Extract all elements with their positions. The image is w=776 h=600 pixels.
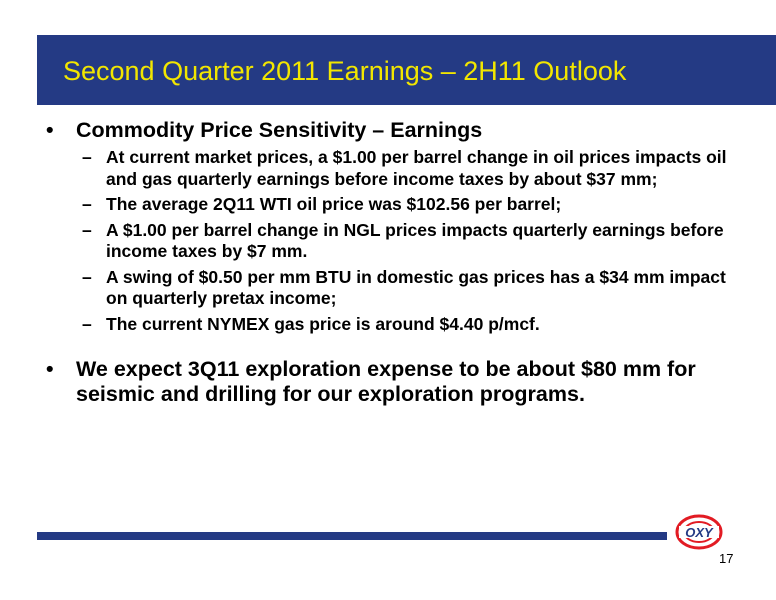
sub-bullet-list xyxy=(46,147,746,335)
oxy-logo xyxy=(673,513,725,553)
sub-bullet-item xyxy=(46,220,746,263)
sub-bullet-item xyxy=(46,194,746,216)
title-bar xyxy=(37,35,776,105)
sub-bullet-item xyxy=(46,267,746,310)
sub-bullet-marker: – xyxy=(82,194,92,214)
sub-bullet-text: The average 2Q11 WTI oil price was $102.56 per barrel; xyxy=(106,194,562,214)
bullet-text: Commodity Price Sensitivity – Earnings xyxy=(76,118,483,142)
sub-bullet-text: The current NYMEX gas price is around $4.40 p/mcf. xyxy=(106,313,540,334)
slide-content xyxy=(46,118,746,407)
sub-bullet-marker: – xyxy=(82,266,92,287)
bullet-item xyxy=(46,118,746,143)
sub-bullet-marker: – xyxy=(82,147,92,167)
sub-bullet-text: A swing of $0.50 per mm BTU in domestic gas prices has a $34 mm impact on quarterly pretax income; xyxy=(106,266,726,308)
bullet-item xyxy=(46,357,746,407)
sub-bullet-text: A $1.00 per barrel change in NGL prices impacts quarterly earnings before income taxes by $7 mm. xyxy=(106,219,724,261)
footer-bar xyxy=(37,532,667,540)
logo-text: OXY xyxy=(685,525,713,540)
sub-bullet-item xyxy=(46,314,746,336)
bullet-marker: • xyxy=(46,118,54,142)
sub-bullet-item xyxy=(46,147,746,190)
sub-bullet-text: At current market prices, a $1.00 per barrel change in oil prices impacts oil and gas quarterly earnings before income taxes by about $37 mm; xyxy=(106,147,727,189)
bullet-text: We expect 3Q11 exploration expense to be about $80 mm for seismic and drilling for our exploration programs. xyxy=(76,357,696,406)
sub-bullet-marker: – xyxy=(82,313,92,334)
bullet-marker: • xyxy=(46,357,54,381)
page-number: 17 xyxy=(719,551,734,566)
slide-title: Second Quarter 2011 Earnings – 2H11 Outlook xyxy=(63,56,627,86)
sub-bullet-marker: – xyxy=(82,219,92,240)
